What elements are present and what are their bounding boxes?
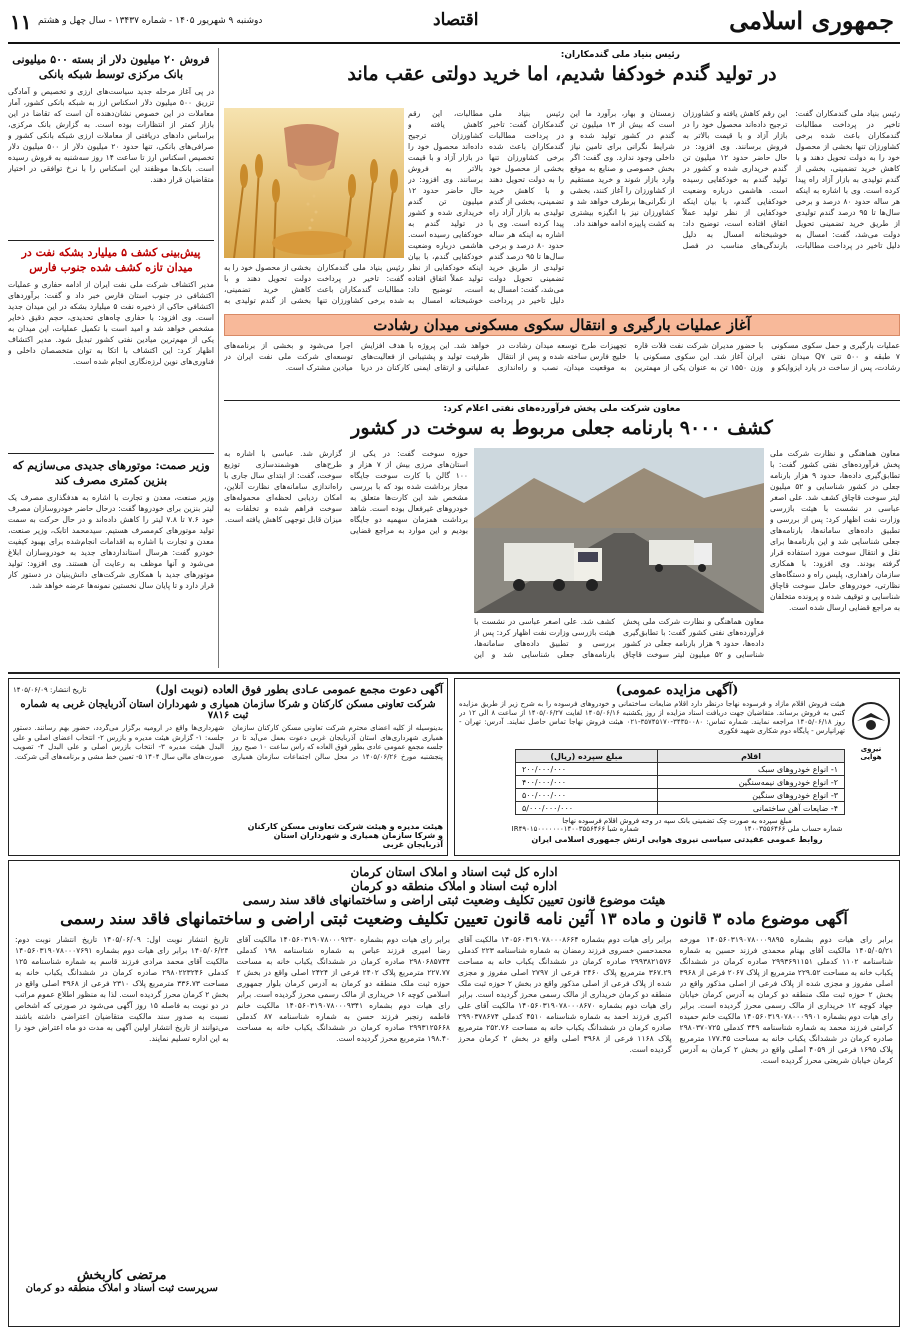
rule-a2 — [8, 453, 214, 454]
fuel-body-right: معاون هماهنگی و نظارت شرکت ملی پخش فرآورده‌های نفتی کشور گفت: با تطابق‌گیری داده‌ها، حدود ۹ هزار بارنامه جعلی در کشور شناسایی و ۵۲ میلیون لیتر سوخت قاچاق کشف شد. علی اصغر عباسی در نشست با هیئت بازرسی وزارت نفت اظهار کرد: پس از بررسی و تطبیق داده‌های سامانه‌ها، بارنامه‌های جعلی شناسایی شد و این بارنامه‌ها برای نقل و انتقال سوخت مورد استفاده قرار گرفته بودند. وی افزود: با همکاری سازمان راهداری، پلیس راه و دستگاه‌های نظارتی، خودروهای حامل سوخت قاچاق شناسایی و توقیف شده و پرونده متخلفان به مراجع قضایی ارسال شده است. — [770, 449, 900, 612]
deposit-cell: ۴۰۰/۰۰۰/۰۰۰ — [516, 776, 658, 789]
registry-line1: اداره کل ثبت اسناد و املاک استان کرمان — [350, 865, 558, 879]
masthead — [8, 6, 900, 44]
lead-headline: در تولید گندم خودکفا شدیم، اما خرید دولتی عقب ماند — [347, 63, 777, 85]
a1-body: در پی آغاز مرحله جدید سیاست‌های ارزی و تخصیص و آمادگی تزریق ۵۰۰ میلیون دلار اسکناس ارز به شبکه بانکی کشور، آمار معاملات در این خصوص نشان‌دهنده آن است که تقاضا در این بازار کمتر از انتظارات بوده است. به گزارش بانک مرکزی، براساس دادهای دریافتی از معاملات ارزی شبکه بانکی کشور و صرافی‌های بانکی، تنها حدود ۲۰ میلیون دلار از ۵۰۰ میلیون دلار تخصیص اسکناس ارز تا ساعت ۱۴ روز سه‌شنبه به فروش رسیده است. بانک‌ها موظفند این اسکناس را با نرخ توافقی در اختیار متقاضیان قرار دهند. — [8, 87, 214, 184]
lead-body: رئیس بنیاد ملی گندمکاران گفت: تاخیر در پرداخت مطالبات گندمکاران باعث شده برخی کشاورزان تنها بخشی از محصول خود را به دولت تحویل دهند و با کاهش خرید تضمینی، بخشی از گندم تولیدی به بازار آزاد راه پیدا کرده است. وی با اشاره به اینکه هر ساله حدود ۸۰ درصد و برخی سال‌ها تا ۹۵ درصد گندم تولیدی از طریق خرید تضمینی تحویل دولت می‌شد، گفت: امسال به دلیل تاخیر در پرداخت مطالبات، این رقم کاهش یافته و کشاورزان ترجیح داده‌اند محصول خود را در بازار آزاد و با قیمت بالاتر به فروش برسانند. وی افزود: در حال حاضر حدود ۱۲ میلیون تن گندم خریداری شده و کشور در تولید گندم به خودکفایی رسیده است. هاشمی درباره وضعیت خودکفایی گندم، با بیان اینکه خودکفایی از نظر تولید عملاً اتفاق افتاده است، توضیح داد: خوشبختانه امسال به دلیل بارندگی‌های مناسب در فصل زمستان و بهار، برآورد ما این است که بیش از ۱۳ میلیون تن گندم در کشور تولید شده و شرایط نگرانی برای تامین نیاز داخلی وجود ندارد. وی گفت: اگر بخش خصوصی و صنایع به موقع وارد بازار شوند و خرید مستقیم از کشاورزان را آغاز کنند، بخشی از نگرانی‌ها برطرف خواهد شد و کشاورزان نیز با انگیزه بیشتری به کشت پاییزه ادامه خواهند داد. — [570, 109, 900, 250]
a2-headline: پیش‌بینی کشف ۵ میلیارد بشکه نفت در میدان تازه کشف شده جنوب فارس — [21, 246, 201, 274]
registry-signature-name: مرتضی کاربخش — [77, 1268, 167, 1283]
banner-body: عملیات بارگیری و حمل سکوی مسکونی ۷ طبقه و ۵۰۰ تنی Q۷ میدان نفتی رشادت، پس از ساخت در یارد ایزوایکو و با حضور مدیران شرکت نفت فلات قاره ایران آغاز شد. این سکوی مسکونی با وزن ۱۵۵۰ تن به عنوان یکی از مهمترین تجهیزات طرح توسعه میدان رشادت در خلیج فارس ساخته شده و پس از انتقال به موقعیت میدان، نصب و راه‌اندازی خواهد شد. این پروژه با هدف افزایش ظرفیت تولید و پشتیبانی از فعالیت‌های عملیاتی و ارتقای ایمنی کارکنان در دریا اجرا می‌شود و بخشی از برنامه‌های توسعه‌ای شرکت ملی نفت ایران در میادین مشترک است. — [224, 341, 900, 372]
coop-signature: هیئت مدیره و هیئت شرکت تعاونی مسکن کارکنان و شرکا سازمان همیاری و شهرداران استان آذربایجان غربی — [247, 822, 443, 849]
lead-body-tail: رئیس بنیاد ملی گندمکاران گفت: تاخیر در پرداخت مطالبات گندمکاران باعث شده برخی کشاورزان تنها بخشی از محصول خود را به دولت تحویل دهند و با کاهش خرید تضمینی، بخشی از گندم تولیدی به — [224, 263, 404, 305]
date-line: دوشنبه ۹ شهریور ۱۴۰۵ - شماره ۱۳۴۳۷ - سال چهل و هشتم — [38, 16, 263, 26]
registry-headline: آگهی موضوع ماده ۳ قانون و ماده ۱۳ آئین نامه قانون تعیین تکلیف وضعیت ثبتی اراضی و ساختمانهای فاقد سند رسمی — [60, 909, 848, 928]
table-row — [516, 776, 845, 789]
auction-ad — [454, 678, 900, 856]
col-deposit: مبلغ سپرده (ریال) — [516, 750, 658, 763]
lead-body-cont: رئیس بنیاد ملی گندمکاران گفت: تاخیر در پرداخت مطالبات گندمکاران باعث شده برخی کشاورزان تنها بخشی از محصول خود را به دولت تحویل دهند و با کاهش خرید تضمینی، بخشی از گندم تولیدی به بازار آزاد راه پیدا کرده است. وی با اشاره به اینکه هر ساله حدود ۸۰ درصد و برخی سال‌ها تا ۹۵ درصد گندم تولیدی از طریق خرید تضمینی تحویل دولت می‌شد، گفت: امسال به دلیل تاخیر در پرداخت مطالبات، این رقم کاهش یافته و کشاورزان ترجیح داده‌اند محصول خود را در بازار آزاد و با قیمت بالاتر به فروش برسانند. وی افزود: در حال حاضر حدود ۱۲ میلیون تن گندم خریداری شده و کشور در تولید گندم به خودکفایی رسیده است. هاشمی درباره وضعیت خودکفایی گندم، با بیان اینکه خودکفایی از نظر تولید عملاً اتفاق افتاده است، توضیح داد: خوشبختانه امسال به — [408, 109, 564, 305]
table-row — [516, 789, 845, 802]
coop-body: بدینوسیله از کلیه اعضای محترم شرکت تعاونی مسکن کارکنان سازمان همیاری شهرداری‌های استان آذربایجان غربی دعوت بعمل می‌آید تا در جلسه مجمع عمومی عادی بطور فوق العاده که راس ساعت ۱۰ صبح روز پنجشنبه مورخ ۱۴۰۵/۰۶/۲۶ در محل سالن اجتماعات سازمان همیاری شهرداری‌ها واقع در ارومیه برگزار می‌گردد، حضور بهم رسانند. دستور جلسه: ۱- گزارش هیئت مدیره و بازرس ۲- انتخاب اعضای اصلی و علی البدل هیئت مدیره ۳- انتخاب بازرس اصلی و علی البدل ۴- تصویب صورت‌های مالی سال ۱۴۰۴ ۵- تعیین خط مشی و برنامه‌های آتی شرکت. — [13, 724, 443, 761]
accounts — [459, 825, 895, 833]
fuel-body-left: حوزه سوخت گفت: در یکی از استان‌های مرزی بیش از ۷ هزار و ۱۰۰ گالن با کارت سوخت جایگاه مجاز برداشت شده بود که با بررسی مشخص شد این کارت‌ها متعلق به خودروهای غیرفعال بوده است. شاهد برداشت همزمان سهمیه دو جایگاه بودیم و این موارد به مراجع قضایی گزارش شد. عباسی با اشاره به طرح‌های هوشمندسازی توزیع سوخت، گفت: از ابتدای سال جاری با راه‌اندازی سامانه‌های نظارت آنلاین، امکان ردیابی لحظه‌ای محموله‌های سوخت فراهم شده و تخلفات به میزان قابل توجهی کاهش یافته است. — [224, 449, 468, 535]
fuel-body-under: معاون هماهنگی و نظارت شرکت ملی پخش فرآورده‌های نفتی کشور گفت: با تطابق‌گیری داده‌ها، حدود ۹ هزار بارنامه جعلی در کشور شناسایی و ۵۲ میلیون لیتر سوخت قاچاق کشف شد. علی اصغر عباسی در نشست با هیئت بازرسی وزارت نفت اظهار کرد: پس از بررسی و تطبیق داده‌های سامانه‌ها، بارنامه‌های جعلی شناسایی شد و این — [474, 617, 764, 659]
coop-ad — [8, 678, 448, 856]
sheba-number: شماره شبا IR۴۹۰۱۵۰۰۰۰۰۰۰۱۴۰۰۳۵۵۶۴۶۶ — [511, 825, 639, 833]
ads-top-rule — [8, 672, 900, 674]
air-force-logo — [849, 701, 893, 761]
auction-title: (آگهی مزایده عمومی) — [615, 683, 739, 698]
section-title: اقتصاد — [433, 10, 479, 30]
registry-signature-title: سرپرست ثبت اسناد و املاک منطقه دو کرمان — [25, 1283, 218, 1294]
banner-headline: آغاز عملیات بارگیری و انتقال سکوی مسکونی میدان رشادت — [373, 316, 751, 334]
wheat-photo — [224, 108, 404, 258]
auction-intro: هیئت فروش اقلام مازاد و فرسوده نهاجا درنظر دارد اقلام ضایعات ساختمانی و خودروهای فرسوده را به شرح زیر از طریق مزایده کتبی به فروش برساند. متقاضیان جهت دریافت اسناد مزایده از روز یکشنبه ۱۴۰۵/۰۶/۱۶ لغایت ۱۴۰۵/۰۶/۲۷ از ساعت ۸ الی ۱۲ در روز ۱۴۰۵/۰۶/۱۸ مراجعه نمایند. شماره تماس: ۳۴۳۵۰۰۸۰-۳۵۷۴۵۱۷۰-۰۲۱ هیئت فروش نهاجا تماس حاصل نمایند. آدرس: تهران - تهرانپارس - پایگاه دوم شکاری شهید فکوری — [459, 700, 845, 735]
column-divider — [218, 48, 219, 668]
paper-logo: جمهوری اسلامی — [729, 6, 894, 35]
fuel-headline: کشف ۹۰۰۰ بارنامه جعلی مربوط به سوخت در کشور — [351, 417, 773, 439]
coop-subtitle: شرکت تعاونی مسکن کارکنان و شرکا سازمان همیاری و شهرداران استان آذربایجان غربی به شماره ثبت ۷۸۱۶ — [20, 699, 436, 721]
registry-line3: هیئت موضوع قانون تعیین تکلیف وضعیت ثبتی اراضی و ساختمانهای فاقد سند رسمی — [242, 893, 666, 907]
item-cell: ۳- انواع خودروهای سنگین — [658, 789, 845, 802]
registry-col-3: برابر رای هیات دوم بشماره ۱۴۰۵۶۰۳۱۹۰۷۸۰۰۰۹۲۳۰ مالکیت آقای رضا امیری فرزند عباس به شماره شناسنامه ۱۹۸ کدملی ۲۹۸۰۶۸۵۷۴۴ صادره کرمان در ششدانگ یکباب خانه به مساحت ۲۲۷.۷۷ مترمربع پلاک ۲۴۰۲ فرعی از ۲۴۲۴ اصلی واقع در بخش ۲ حوزه ثبت ملک منطقه دو کرمان به آدرس کرمان بلوار جمهوری اسلامی کوچه ۱۶ خریداری از مالک رسمی محرز گردیده است. برابر رای هیات دوم بشماره ۱۴۰۵۶۰۳۱۹۰۷۸۰۰۰۹۳۴۱ مالکیت خانم فاطمه رنجبر فرزند حسن به شماره شناسنامه ۸۷ کدملی ۲۹۹۳۱۲۵۶۶۸ صادره کرمان در ششدانگ یکباب خانه به مساحت ۱۹۸.۴۰ مترمربع محرز گردیده است. — [236, 935, 450, 1043]
a2-body: مدیر اکتشاف شرکت ملی نفت ایران از ادامه حفاری و عملیات اکتشافی در جنوب استان فارس خبر داد و گفت: برآوردهای اکتشافی حاکی از ذخیره نفت ۵ میلیارد بشکه در این میدان جدید است. وی افزود: با حفاری چاه‌های تحدیدی، حجم دقیق ذخایر مشخص خواهد شد و امید است با تکمیل عملیات، این میدان به یکی از مهم‌ترین میادین نفتی کشور تبدیل شود. مدیر اکتشاف اظهار کرد: این اکتشاف با اتکا به توان متخصصان داخلی و فناوری‌های نوین لرزه‌نگاری انجام شده است. — [8, 280, 214, 366]
coop-title: آگهی دعوت مجمع عمومی عـادی بطور فوق العاده (نوبت اول) — [155, 683, 443, 696]
deposit-cell: ۲۰۰/۰۰۰/۰۰۰ — [516, 763, 658, 776]
item-cell: ۱- انواع خودروهای سبک — [658, 763, 845, 776]
registry-col-2: برابر رای هیات دوم بشماره ۱۴۰۵۶۰۳۱۹۰۷۸۰۰۰۸۶۶۴ مالکیت آقای محمدحسن خسروی فرزند رمضان به شماره شناسنامه ۲۲۳ کدملی ۲۹۹۳۸۲۱۵۷۶ صادره کرمان در ششدانگ یکباب خانه به مساحت ۳۶۷.۲۹ مترمربع پلاک ۲۴۶۰ فرعی از ۲۷۹۷ اصلی مفروز و مجزی شده از پلاک فرعی از اصلی مذکور واقع در بخش ۲ حوزه ثبت ملک منطقه دو کرمان خریداری از مالک رسمی محرز گردیده است. برابر رای هیات دوم بشماره ۱۴۰۵۶۰۳۱۹۰۷۸۰۰۰۸۶۷۰ مالکیت آقای علی اکبری فرزند احمد به شماره شناسنامه ۴۵۱۰ کدملی ۲۹۹۰۳۷۸۶۷۴ صادره کرمان در ششدانگ یکباب خانه به مساحت ۲۵۲.۷۶ مترمربع پلاک ۱۱۶۸ فرعی از ۳۹۶۸ اصلی واقع در بخش ۲ کرمان محرز گردیده است. — [458, 935, 672, 1054]
banner-bar — [224, 314, 900, 336]
fuel-article — [224, 404, 900, 439]
air-force-emblem-icon — [851, 701, 891, 741]
registry-col-4 — [15, 934, 229, 1310]
coop-date: تاریخ انتشار: ۱۴۰۵/۰۶/۰۹ — [13, 685, 87, 694]
deposit-cell: ۵/۰۰۰/۰۰۰/۰۰۰ — [516, 802, 658, 815]
registry-col-1: برابر رای هیات دوم بشماره ۱۴۰۵۶۰۳۱۹۰۷۸۰۰۰۹۸۹۵ مورخه ۱۴۰۵/۰۵/۲۱ مالکیت آقای بهنام محمدی فرزند حسین به شماره شناسنامه ۱۱۰۲ کدملی ۲۹۹۳۶۹۱۱۵۱ صادره کرمان در ششدانگ یکباب خانه به مساحت ۲۲۹.۵۲ مترمربع از پلاک ۲۰۶۷ فرعی از ۳۹۶۸ اصلی مفروز و مجزی شده از پلاک فرعی از اصلی مذکور واقع در بخش ۲ حوزه ثبت ملک منطقه دو کرمان به آدرس کرمان خیابان جهاد کوچه ۱۲ خریداری از مالک رسمی محرز گردیده است. برابر رای هیات دوم بشماره ۱۴۰۵۶۰۳۱۹۰۷۸۰۰۰۹۹۰۱ مالکیت خانم حمیده کرامتی فرزند محمد به شماره شناسنامه ۳۴۹ کدملی ۲۹۸۰۳۷۰۷۲۵ صادره کرمان در ششدانگ یکباب خانه به مساحت ۱۷۷.۳۵ مترمربع پلاک ۱۶۹۵ فرعی از ۴۰۵۹ اصلی واقع در بخش ۲ کرمان به آدرس کرمان خیابان شریعتی محرز گردیده است. — [679, 935, 893, 1065]
auction-table — [515, 749, 845, 815]
table-row — [516, 802, 845, 815]
item-cell: ۴- ضایعات آهن ساختمانی — [658, 802, 845, 815]
registry-col-4-text: تاریخ انتشار نوبت اول: ۱۴۰۵/۰۶/۰۹ تاریخ انتشار نوبت دوم: ۱۴۰۵/۰۶/۲۴ برابر رای هیات دوم بشماره ۱۴۰۵۶۰۳۱۹۰۷۸۰۰۰۷۶۹۱ مالکیت آقای محمد مرادی فرزند قاسم به شماره شناسنامه ۱۲۵ کدملی ۲۹۸۰۲۲۳۲۴۶ صادره کرمان در ششدانگ یکباب خانه به مساحت ۳۳۶.۷۳ مترمربع پلاک ۲۳۱۰ فرعی از ۳۹۶۸ اصلی واقع در بخش ۲ کرمان محرز گردیده است. لذا به منظور اطلاع عموم مراتب در دو نوبت به فاصله ۱۵ روز آگهی می‌شود در صورتی که اشخاص نسبت به صدور سند مالکیت متقاضیان اعتراضی داشته باشند می‌توانند از تاریخ انتشار اولین آگهی به مدت دو ماه اعتراض خود را به این اداره تسلیم نمایند. — [15, 935, 229, 1043]
auction-footer: روابط عمومی عقیدتی سیاسی نیروی هوایی ارتش جمهوری اسلامی ایران — [531, 835, 823, 844]
fuel-trucks-image — [474, 448, 764, 613]
a3-headline: وزیر صمت: موتورهای جدیدی می‌سازیم که بنزین کمتری مصرف کند — [12, 459, 210, 487]
lead-kicker: رئیس بنیاد ملی گندمکاران: — [560, 50, 680, 60]
rule-a1 — [8, 240, 214, 241]
table-row — [516, 763, 845, 776]
registry-notice — [8, 860, 900, 1327]
account-number: شماره حساب ملی ۱۴۰۰۳۵۵۶۴۶۶ — [744, 825, 843, 833]
payment-note: مبلغ سپرده به صورت چک تضمینی بانک سپه در وجه فروش اقلام فرسوده نهاجا — [562, 817, 792, 825]
a3-body: وزیر صنعت، معدن و تجارت با اشاره به هدفگذاری مصرف یک لیتر بنزین برای خودروها گفت: درحال حاضر خودروسازان مصرف خود ۷.۶ تا ۷.۸ لیتر را کاهش داده‌اند و در حال حرکت به سمت تولید موتورهای کم‌مصرف هستیم. سیدمحمد اتابک، وزیر صنعت، معدن و تجارت با اشاره به اقدامات انجام‌شده برای بهبود کیفیت خودرو گفت: هرسال استانداردهای جدید به خودروسازان ابلاغ می‌شود و آنها موظف به رعایت آن هستند. وی افزود: تولید موتورهای جدید با همکاری شرکت‌های دانش‌بنیان در دستور کار قرار دارد و تا پایان سال نخستین نمونه‌ها عرضه خواهد شد. — [8, 493, 214, 590]
trucks-photo — [474, 448, 764, 613]
fuel-kicker: معاون شرکت ملی پخش فرآورده‌های نفتی اعلام کرد: — [443, 404, 681, 414]
left-column — [8, 52, 214, 642]
col-item: اقلام — [658, 750, 845, 763]
page-number: ۱۱ — [10, 10, 32, 34]
lead-article — [224, 50, 900, 85]
registry-line2: اداره ثبت اسناد و املاک منطقه دو کرمان — [350, 879, 558, 893]
item-cell: ۲- انواع خودروهای نیمه‌سنگین — [658, 776, 845, 789]
coop-header — [13, 683, 443, 696]
a1-headline: فروش ۲۰ میلیون دلار از بسته ۵۰۰ میلیونی بانک مرکزی توسط شبکه بانکی — [12, 53, 210, 81]
deposit-cell: ۵۰۰/۰۰۰/۰۰۰ — [516, 789, 658, 802]
logo-caption: نیروی هوایی — [860, 745, 882, 761]
wheat-hands-image — [224, 108, 404, 258]
section-rule — [224, 400, 900, 401]
registry-columns — [15, 934, 893, 1310]
